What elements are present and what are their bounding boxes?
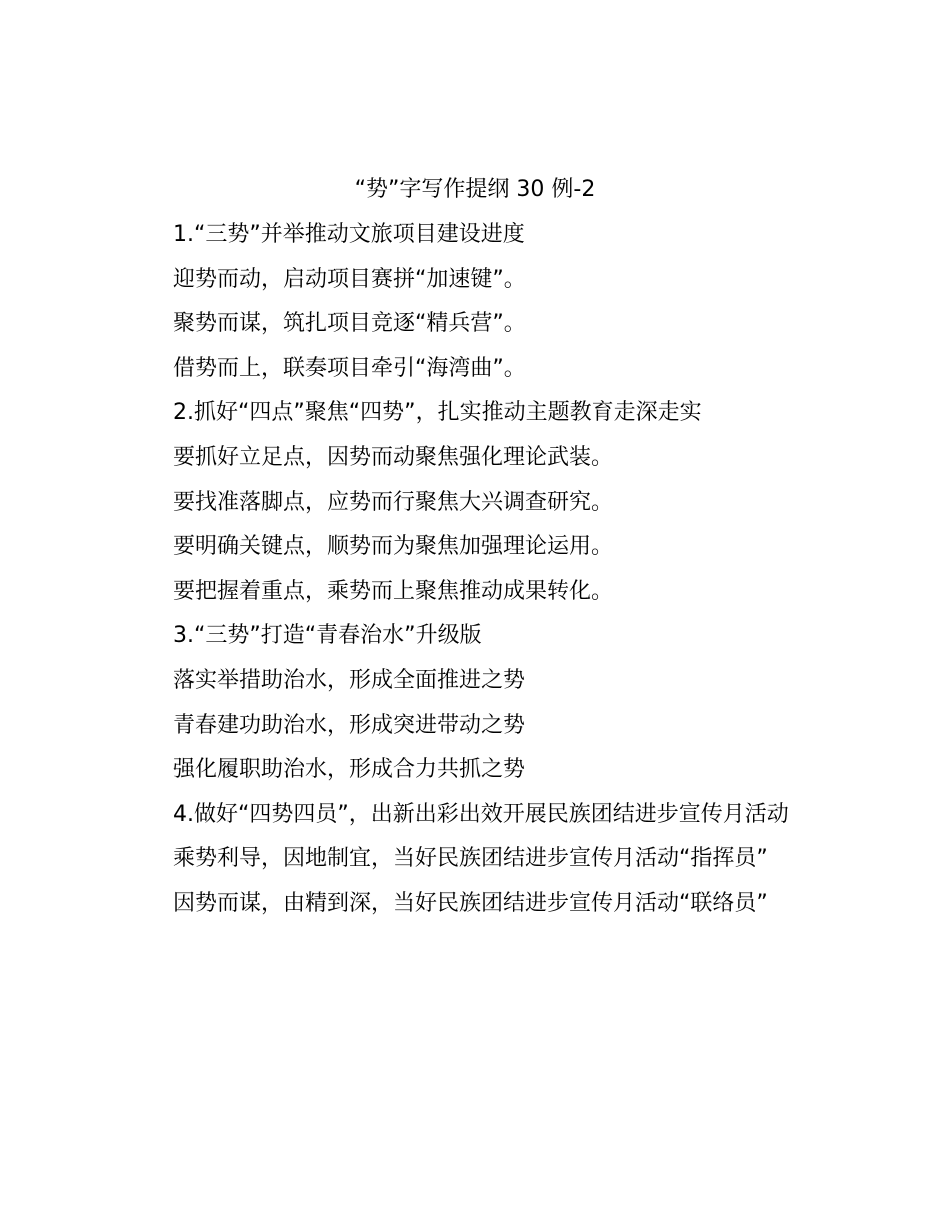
paragraph: 强化履职助治水，形成合力共抓之势 bbox=[173, 757, 526, 783]
paragraph: 因势而谋，由精到深，当好民族团结进步宣传月活动“联络员” bbox=[173, 890, 768, 916]
section-heading-3: 3.“三势”打造“青春治水”升级版 bbox=[173, 623, 482, 649]
paragraph: 聚势而谋，筑扎项目竞逐“精兵营”。 bbox=[173, 311, 526, 337]
section-heading-1: 1.“三势”并举推动文旅项目建设进度 bbox=[173, 222, 525, 247]
paragraph: 青春建功助治水，形成突进带动之势 bbox=[173, 712, 526, 738]
paragraph: 要抓好立足点，因势而动聚焦强化理论武装。 bbox=[173, 444, 614, 470]
section-heading-4: 4.做好“四势四员”，出新出彩出效开展民族团结进步宣传月活动 bbox=[173, 801, 789, 827]
paragraph: 乘势利导，因地制宜，当好民族团结进步宣传月活动“指挥员” bbox=[173, 846, 768, 872]
section-heading-2: 2.抓好“四点”聚焦“四势”，扎实推动主题教育走深走实 bbox=[173, 400, 702, 426]
paragraph: 要把握着重点，乘势而上聚焦推动成果转化。 bbox=[173, 578, 614, 604]
paragraph: 落实举措助治水，形成全面推进之势 bbox=[173, 667, 526, 693]
paragraph: 要明确关键点，顺势而为聚焦加强理论运用。 bbox=[173, 534, 614, 560]
document-body bbox=[124, 213, 836, 927]
document-title: “势”字写作提纲 30 例-2 bbox=[354, 177, 596, 202]
paragraph: 借势而上，联奏项目牵引“海湾曲”。 bbox=[173, 355, 526, 381]
paragraph: 迎势而动，启动项目赛拼“加速键”。 bbox=[173, 266, 526, 292]
paragraph: 要找准落脚点，应势而行聚焦大兴调查研究。 bbox=[173, 489, 614, 515]
